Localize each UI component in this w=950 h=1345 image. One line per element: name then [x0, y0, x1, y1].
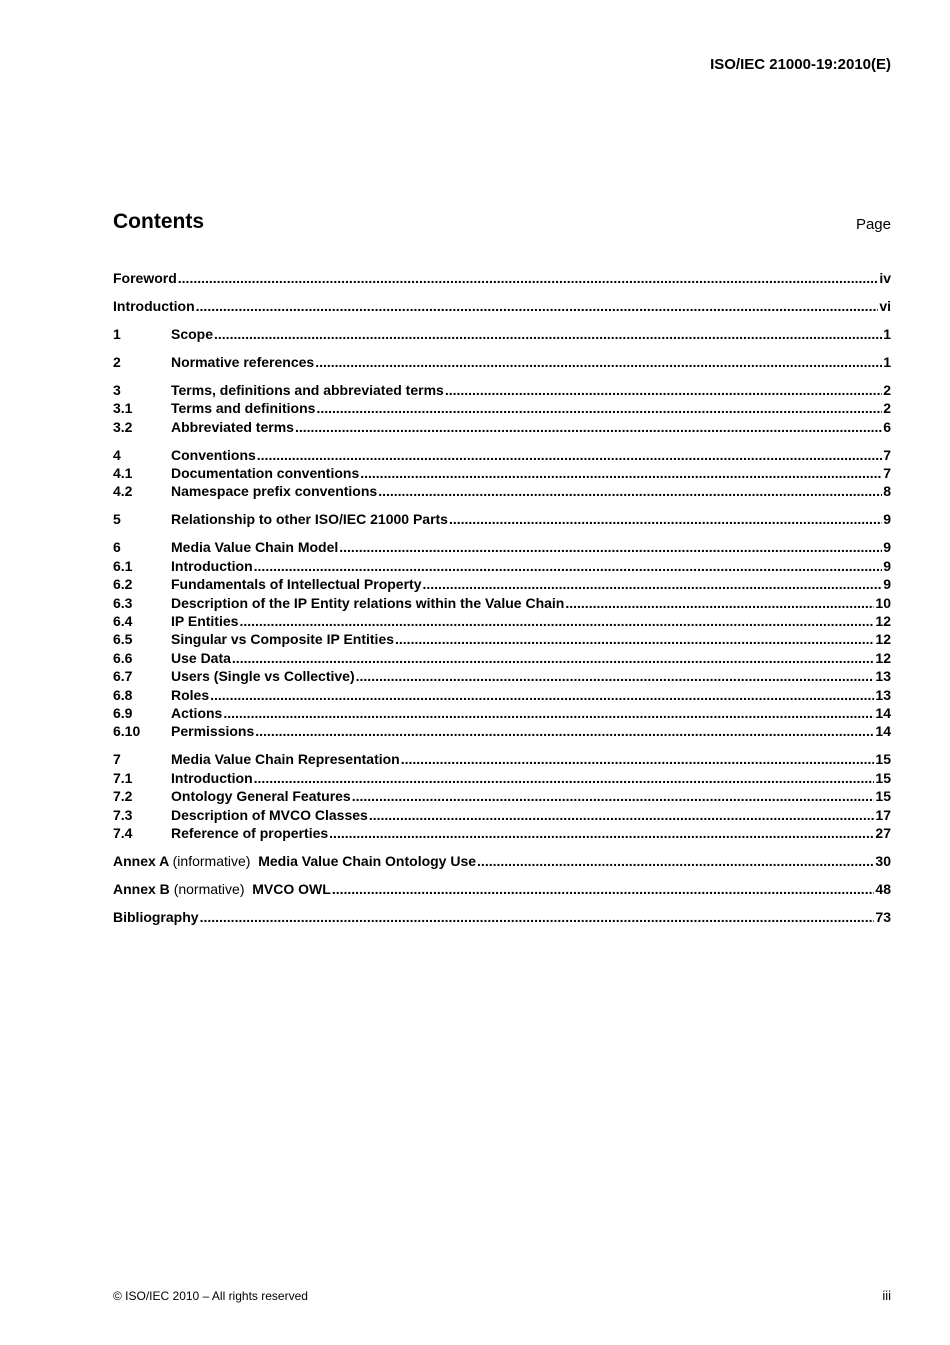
toc-entry[interactable]	[113, 686, 891, 704]
toc-entry-title: IP Entities	[171, 613, 239, 630]
toc-entry-page: 17	[875, 806, 891, 823]
toc-entry-number: 4.2	[113, 483, 133, 500]
toc-entry-page: 1	[883, 325, 891, 342]
toc-entry-title: Terms and definitions	[171, 400, 316, 417]
table-of-contents	[113, 269, 891, 926]
toc-entry-number: 7.1	[113, 769, 133, 786]
toc-entry[interactable]	[113, 824, 891, 842]
toc-entry-number: 6.7	[113, 668, 133, 685]
toc-entry-title: Description of MVCO Classes	[171, 806, 368, 823]
toc-entry-title: Relationship to other ISO/IEC 21000 Parts	[171, 511, 448, 528]
dot-leader	[223, 704, 874, 722]
annex-label: Annex B	[113, 880, 170, 897]
toc-entry-title: Roles	[171, 686, 210, 703]
toc-entry-number: 5	[113, 511, 121, 528]
toc-entry[interactable]	[113, 852, 891, 870]
toc-entry-page: 12	[875, 649, 891, 666]
toc-entry-number: 6.1	[113, 557, 133, 574]
toc-entry-title: Namespace prefix conventions	[171, 483, 378, 500]
toc-entry-title: Use Data	[171, 649, 231, 666]
toc-entry-page: 9	[883, 576, 891, 593]
toc-entry[interactable]	[113, 806, 891, 824]
document-id: ISO/IEC 21000-19:2010(E)	[710, 56, 891, 73]
toc-entry-page: 15	[875, 788, 891, 805]
dot-leader	[254, 557, 883, 575]
toc-entry-page: 9	[883, 511, 891, 528]
toc-entry-page: 27	[875, 824, 891, 841]
toc-entry-number: 7	[113, 751, 121, 768]
toc-entry-title: Normative references	[171, 353, 315, 370]
dot-leader	[395, 630, 874, 648]
toc-entry[interactable]	[113, 297, 891, 315]
dot-leader	[423, 575, 883, 593]
toc-entry[interactable]	[113, 704, 891, 722]
toc-entry-number: 6	[113, 539, 121, 556]
dot-leader	[200, 908, 875, 926]
toc-entry-number: 6.5	[113, 631, 133, 648]
dot-leader	[401, 750, 875, 768]
dot-leader	[360, 464, 882, 482]
dot-leader	[477, 852, 874, 870]
dot-leader	[255, 722, 874, 740]
toc-entry-number: 4.1	[113, 465, 133, 482]
toc-entry[interactable]	[113, 908, 891, 926]
footer-copyright: © ISO/IEC 2010 – All rights reserved	[113, 1289, 308, 1303]
annex-label: Annex A	[113, 852, 169, 869]
toc-entry[interactable]	[113, 418, 891, 436]
toc-entry-number: 6.6	[113, 649, 133, 666]
toc-entry-number: 6.10	[113, 723, 141, 740]
toc-entry-number: 1	[113, 325, 121, 342]
contents-title: Contents	[113, 210, 204, 233]
toc-entry-title: Documentation conventions	[171, 465, 360, 482]
toc-entry[interactable]	[113, 446, 891, 464]
dot-leader	[316, 399, 882, 417]
toc-entry-page: 14	[875, 723, 891, 740]
toc-entry[interactable]	[113, 538, 891, 556]
dot-leader	[196, 297, 879, 315]
toc-entry[interactable]	[113, 722, 891, 740]
toc-entry-page: 8	[883, 483, 891, 500]
dot-leader	[210, 686, 874, 704]
toc-entry-page: 1	[883, 353, 891, 370]
annex-type-note: (informative)	[172, 852, 251, 869]
toc-entry[interactable]	[113, 630, 891, 648]
toc-entry[interactable]	[113, 787, 891, 805]
toc-entry-number: 7.4	[113, 824, 133, 841]
toc-entry-page: 7	[883, 446, 891, 463]
toc-entry-title: Media Value Chain Model	[171, 539, 339, 556]
footer-page-number: iii	[882, 1288, 891, 1303]
toc-entry-title: Conventions	[171, 446, 256, 463]
toc-entry[interactable]	[113, 325, 891, 343]
toc-entry-title: Introduction	[113, 297, 195, 314]
toc-entry[interactable]	[113, 667, 891, 685]
toc-entry-page: 2	[883, 400, 891, 417]
toc-entry-title: Singular vs Composite IP Entities	[171, 631, 395, 648]
dot-leader	[378, 482, 882, 500]
toc-entry[interactable]	[113, 482, 891, 500]
page-column-heading: Page	[855, 216, 891, 233]
toc-entry-title: Terms, definitions and abbreviated terms	[171, 381, 444, 398]
toc-entry-title	[113, 880, 331, 898]
toc-entry[interactable]	[113, 769, 891, 787]
annex-title: MVCO OWL	[252, 880, 331, 897]
toc-entry-title: Introduction	[171, 557, 253, 574]
toc-entry-title: Actions	[171, 704, 223, 721]
toc-entry-title: Foreword	[113, 270, 177, 286]
toc-entry-page: 73	[875, 908, 891, 925]
dot-leader	[295, 418, 882, 436]
toc-entry-page: 30	[875, 852, 891, 869]
toc-entry[interactable]	[113, 557, 891, 575]
toc-entry-title: Fundamentals of Intellectual Property	[171, 576, 422, 593]
dot-leader	[239, 612, 874, 630]
toc-entry-number: 6.9	[113, 704, 133, 721]
toc-entry-number: 6.3	[113, 594, 133, 611]
dot-leader	[369, 806, 875, 824]
toc-entry[interactable]	[113, 575, 891, 593]
toc-entry-number: 3.1	[113, 400, 133, 417]
toc-entry-page: 14	[875, 704, 891, 721]
toc-entry-page: 12	[875, 613, 891, 630]
toc-entry-title: Permissions	[171, 723, 255, 740]
toc-entry[interactable]	[113, 353, 891, 371]
toc-entry-page: 13	[875, 668, 891, 685]
toc-entry-page: 10	[875, 594, 891, 611]
toc-entry-page: 15	[875, 751, 891, 768]
toc-entry-page: iv	[879, 270, 891, 286]
toc-entry-page: 12	[875, 631, 891, 648]
toc-entry-number: 3	[113, 381, 121, 398]
toc-entry-page: 7	[883, 465, 891, 482]
toc-entry-title: Abbreviated terms	[171, 418, 294, 435]
dot-leader	[214, 325, 882, 343]
toc-entry[interactable]	[113, 750, 891, 768]
toc-entry-number: 6.8	[113, 686, 133, 703]
toc-entry[interactable]	[113, 464, 891, 482]
dot-leader	[449, 510, 882, 528]
toc-entry[interactable]	[113, 399, 891, 417]
dot-leader	[352, 787, 875, 805]
toc-entry-title: Media Value Chain Representation	[171, 751, 400, 768]
toc-entry-title	[113, 852, 476, 870]
dot-leader	[315, 353, 882, 371]
toc-entry[interactable]	[113, 269, 891, 287]
dot-leader	[178, 269, 879, 287]
toc-entry-page: vi	[879, 297, 891, 314]
toc-entry-number: 4	[113, 446, 121, 463]
toc-entry-title: Description of the IP Entity relations within the Value Chain	[171, 594, 565, 611]
dot-leader	[565, 594, 874, 612]
toc-entry-number: 7.3	[113, 806, 133, 823]
dot-leader	[257, 446, 882, 464]
dot-leader	[232, 649, 875, 667]
toc-entry-number: 2	[113, 353, 121, 370]
toc-entry-page: 48	[875, 880, 891, 897]
toc-entry[interactable]	[113, 880, 891, 898]
toc-entry[interactable]	[113, 612, 891, 630]
toc-entry-number: 6.4	[113, 613, 133, 630]
toc-entry-page: 13	[875, 686, 891, 703]
toc-entry-page: 6	[883, 418, 891, 435]
dot-leader	[445, 381, 882, 399]
toc-entry-number: 7.2	[113, 788, 133, 805]
toc-entry-page: 9	[883, 539, 891, 556]
toc-entry-page: 15	[875, 769, 891, 786]
dot-leader	[254, 769, 875, 787]
dot-leader	[332, 880, 875, 898]
annex-type-note: (normative)	[173, 880, 245, 897]
toc-entry-number: 6.2	[113, 576, 133, 593]
dot-leader	[329, 824, 874, 842]
dot-leader	[356, 667, 875, 685]
toc-entry-title: Bibliography	[113, 908, 199, 925]
toc-entry-title: Users (Single vs Collective)	[171, 668, 355, 685]
toc-entry[interactable]	[113, 381, 891, 399]
toc-entry[interactable]	[113, 510, 891, 528]
toc-entry-title: Scope	[171, 325, 214, 342]
toc-entry[interactable]	[113, 649, 891, 667]
annex-title: Media Value Chain Ontology Use	[258, 852, 477, 869]
toc-entry-title: Introduction	[171, 769, 253, 786]
toc-entry[interactable]	[113, 594, 891, 612]
dot-leader	[339, 538, 882, 556]
toc-entry-page: 9	[883, 557, 891, 574]
toc-entry-number: 3.2	[113, 418, 133, 435]
toc-entry-title: Ontology General Features	[171, 788, 351, 805]
toc-entry-page: 2	[883, 381, 891, 398]
toc-entry-title: Reference of properties	[171, 824, 329, 841]
